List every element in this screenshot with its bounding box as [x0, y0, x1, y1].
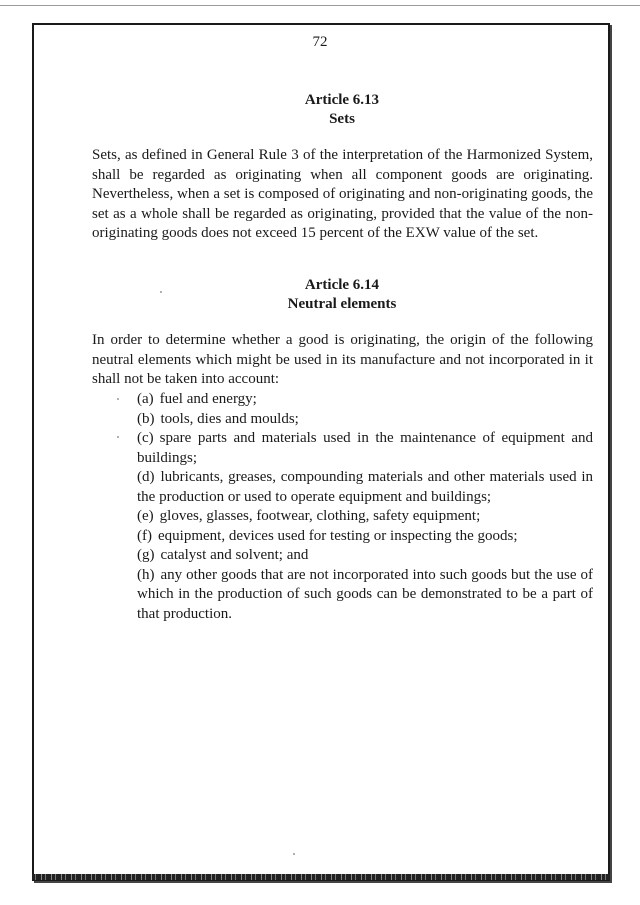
article-6-14-intro: In order to determine whether a good is originating, the origin of the following neutral elements which might be used in its manufacture and not incorporated in it shall not be taken into account: [92, 332, 593, 387]
list-item: (a) fuel and energy; [137, 391, 257, 407]
article-6-14-heading [92, 276, 592, 314]
list-item: (h) any other goods that are not incorporated into such goods but the use of which in the production of such goods can be demonstrated to be a part of that production. [137, 566, 593, 622]
list-item: (c) spare parts and materials used in the maintenance of equipment and buildings; [137, 430, 593, 466]
top-rule [0, 5, 640, 6]
article-6-13-body: Sets, as defined in General Rule 3 of the interpretation of the Harmonized System, shall be regarded as originating when all component goods are originating. Nevertheless, when a set is composed of originating and non-originating goods, the set as a whole shall be regarded as originating, provided that the value of the non-originating goods does not exceed 15 percent of the EXW value of the set. [92, 147, 593, 241]
article-6-13-subtitle: Sets [329, 111, 355, 127]
list-item: (d) lubricants, greases, compounding materials and other materials used in the production or used to operate equipment and buildings; [137, 469, 593, 505]
scan-speck [117, 398, 119, 400]
scan-speck [117, 436, 119, 438]
list-item: (b) tools, dies and moulds; [137, 410, 299, 427]
article-6-13-heading [92, 91, 592, 129]
scan-speck [160, 291, 162, 293]
article-6-14-subtitle: Neutral elements [287, 296, 397, 312]
list-item: (e) gloves, glasses, footwear, clothing, safety equipment; [137, 508, 481, 524]
page-frame-bottom-border [32, 874, 610, 880]
scan-speck [293, 853, 295, 855]
article-6-13-title: Article 6.13 [304, 92, 380, 108]
list-item: (f) equipment, devices used for testing or inspecting the goods; [137, 527, 518, 544]
neutral-elements-list [137, 390, 593, 624]
page-number: 72 [312, 34, 328, 50]
article-6-14-title: Article 6.14 [304, 277, 380, 293]
list-item: (g) catalyst and solvent; and [137, 547, 309, 563]
